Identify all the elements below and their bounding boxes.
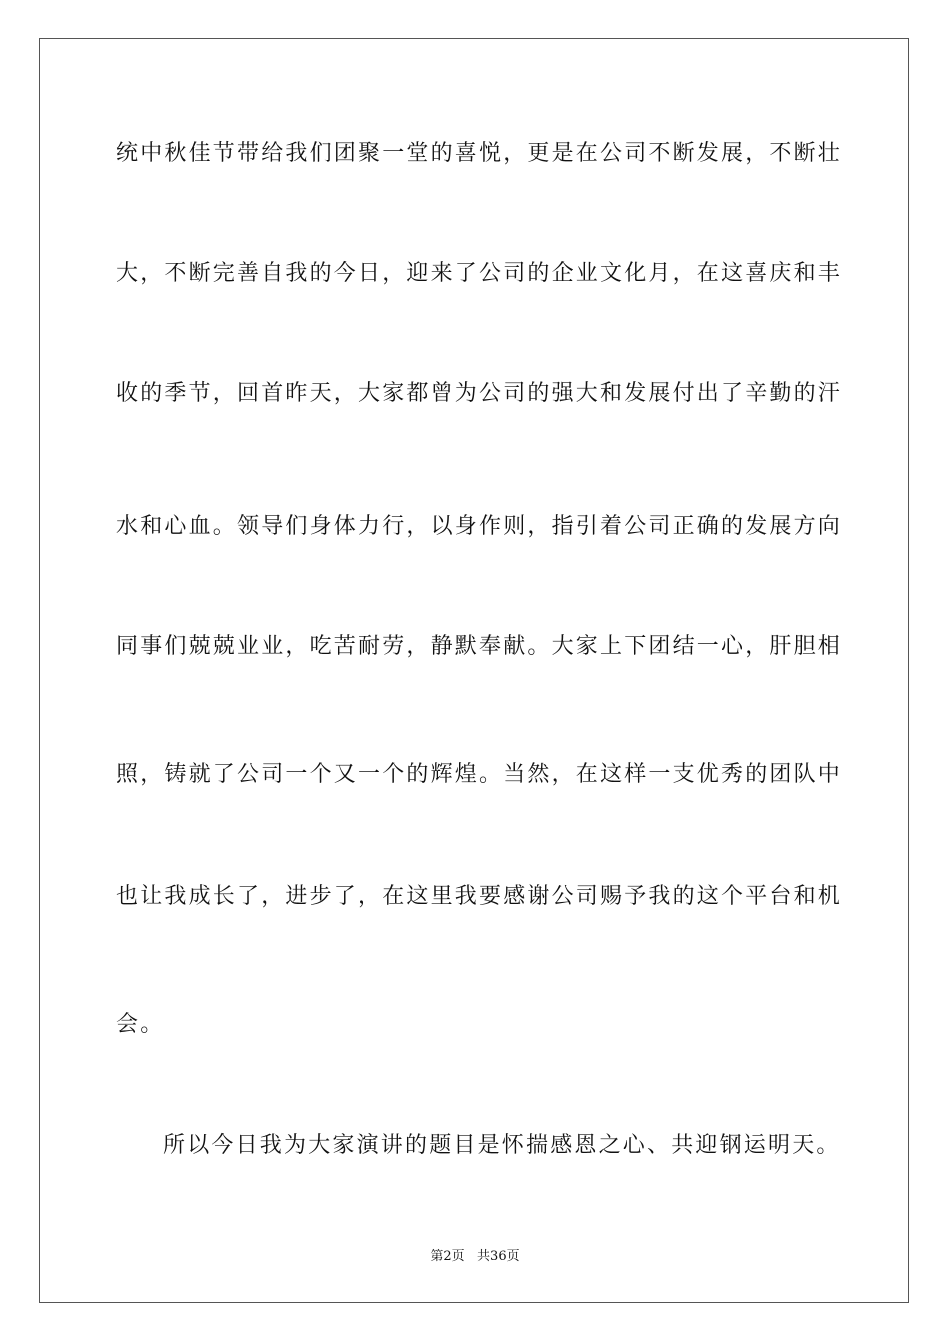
page-number-footer: 第2页 共36页 [430,1249,520,1264]
text-line-7: 也让我成长了，进步了，在这里我要感谢公司赐予我的这个平台和机 [116,884,843,909]
text-line-6: 照，铸就了公司一个又一个的辉煌。当然，在这样一支优秀的团队中 [116,762,843,787]
text-line-8: 会。 [116,1012,165,1037]
text-line-1: 统中秋佳节带给我们团聚一堂的喜悦，更是在公司不断发展，不断壮 [116,141,843,166]
text-line-4: 水和心血。领导们身体力行，以身作则，指引着公司正确的发展方向 [116,514,843,539]
text-line-2: 大，不断完善自我的今日，迎来了公司的企业文化月，在这喜庆和丰 [116,261,843,286]
paragraph-2: 所以今日我为大家演讲的题目是怀揣感恩之心、共迎钢运明天。 [163,1133,841,1158]
text-line-3: 收的季节，回首昨天，大家都曾为公司的强大和发展付出了辛勤的汗 [116,381,843,406]
page-border [39,38,909,1303]
text-line-5: 同事们兢兢业业，吃苦耐劳，静默奉献。大家上下团结一心，肝胆相 [116,634,843,659]
